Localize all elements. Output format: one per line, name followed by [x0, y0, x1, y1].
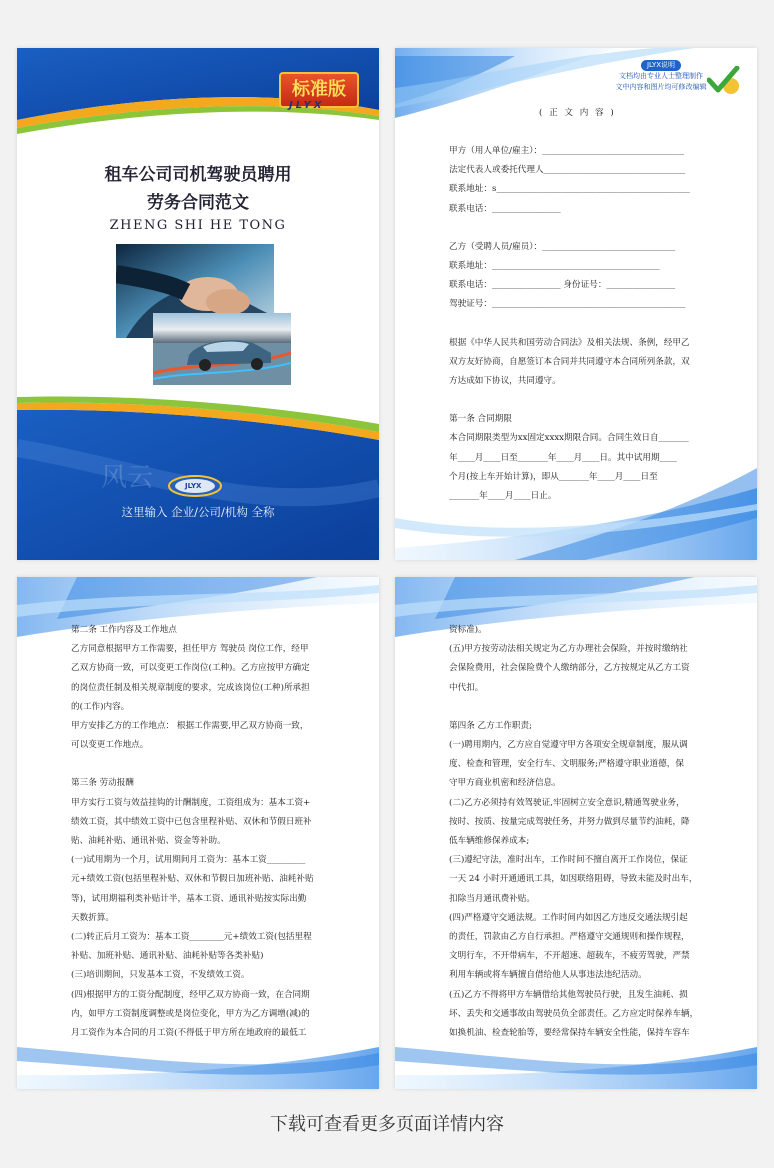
text-line: 联系电话：________________ 身份证号：________________	[449, 280, 676, 291]
text-line: 联系电话：________________	[449, 203, 561, 214]
text-line: 乙方（受聘人员/雇员）：_______________________________	[449, 241, 676, 252]
watermark-logo-icon	[97, 446, 227, 506]
text-line: (四)严格遵守交通法规。工作时间内如因乙方违反交通法规引起	[449, 912, 688, 923]
checkmark-icon	[707, 66, 741, 96]
cover-page	[17, 48, 379, 560]
text-line: 度、检查和管理，安全行车、文明服务;严格遵守职业道德，保	[449, 759, 684, 770]
text-line: 甲方（用人单位/雇主）：_________________________________	[449, 146, 684, 156]
text-line: _______年____月____日止。	[449, 491, 557, 502]
text-line: 一天 24 小时开通通讯工具，如因联络阻碍，导致未能及时出车，	[449, 874, 698, 885]
text-line: 的岗位责任制及相关规章制度的要求，完成该岗位(工种)所承担	[71, 682, 310, 693]
text-line: 方达成如下协议，共同遵守。	[449, 376, 561, 387]
text-line: 补贴、加班补贴、通讯补贴、油耗补贴等各类补贴)	[71, 951, 264, 962]
contract-page-2	[395, 48, 757, 560]
company-name-placeholder: 这里输入 企业/公司/机构 全称	[121, 505, 275, 519]
text-line: 月工资作为本合同的月工资(不得低于甲方所在地政府的最低工	[71, 1028, 307, 1039]
text-line: 利用车辆或将车辆擅自借给他人从事违法违纪活动。	[449, 970, 647, 981]
jlyx-note	[601, 60, 721, 93]
text-line: 个月(按上车开始计算)，即从_______年____月____日至	[449, 471, 658, 482]
text-line: (五)甲方按劳动法相关规定为乙方办理社会保险，并按时缴纳社	[449, 644, 688, 655]
text-line: 甲方安排乙方的工作地点： 根据工作需要,甲乙双方协商一致，	[71, 721, 309, 732]
text-line: 驾驶证号：_____________________________________________	[449, 299, 686, 310]
text-line: 年____月____日至_______年____月____日。其中试用期____	[449, 452, 677, 463]
jlyx-note-line1: 文档均由专业人士整理制作	[619, 72, 703, 80]
logo-text: JLYX	[185, 482, 202, 490]
text-line: (三)培训期间，只发基本工资，不发绩效工资。	[71, 970, 250, 981]
text-line: 第四条 乙方工作职责;	[449, 720, 532, 731]
blank-line	[449, 219, 690, 238]
contract-text	[449, 621, 698, 1043]
text-line: 守甲方商业机密和经济信息。	[449, 778, 561, 789]
cover-title-line1: 租车公司司机驾驶员聘用	[104, 165, 292, 185]
cover-title-line2: 劳务合同范文	[147, 193, 249, 213]
text-line: 双方友好协商，自愿签订本合同并共同遵守本合同所列条款，双	[449, 356, 690, 367]
text-line: 乙方同意根据甲方工作需要，担任甲方 驾驶员 岗位工作，经甲	[71, 644, 309, 655]
car-image	[153, 313, 291, 385]
text-line: (一)试用期为一个月，试用期间月工资为：基本工资_________	[71, 855, 306, 866]
contract-text	[71, 621, 314, 1043]
text-line: 法定代表人或委托代理人_________________________________	[449, 165, 686, 176]
text-line: 坏、丢失和交通事故由驾驶员负全部责任。乙方应定时保养车辆，	[449, 1008, 699, 1019]
text-line: 绩效工资，其中绩效工资中已包含里程补贴、双休和节假日班补	[71, 816, 312, 827]
text-line: 联系地址：s_____________________________________________	[449, 184, 690, 195]
text-line: (二)乙方必须持有效驾驶证,牢固树立安全意识,精通驾驶业务，	[449, 797, 685, 808]
edition-badge: 标准版	[279, 72, 359, 108]
brand-mark: JLYX	[289, 100, 325, 111]
text-line: 可以变更工作地点。	[71, 740, 149, 751]
svg-text:风云: 风云	[101, 463, 154, 493]
section-header: ( 正 文 内 容 )	[539, 108, 616, 118]
text-line: 扣除当月通讯费补贴。	[449, 893, 535, 904]
blank-line	[449, 315, 690, 334]
text-line: 会保险费用，社会保险费个人缴纳部分，乙方按规定从乙方工资	[449, 663, 690, 674]
text-line: 如换机油、检查轮胎等，要经常保持车辆安全性能，保持车容车	[449, 1028, 690, 1039]
cover-pinyin: ZHENG SHI HE TONG	[109, 218, 287, 233]
text-line: 第二条 工作内容及工作地点	[71, 625, 177, 635]
contract-page-4	[395, 577, 757, 1089]
blank-line	[449, 391, 690, 410]
text-line: 中代扣。	[449, 682, 484, 693]
text-line: 本合同期限类型为xx固定xxxx期限合同。合同生效日自_______	[449, 433, 689, 444]
text-line: 文明行车，不开带病车，不开超速、超载车，不疲劳驾驶，严禁	[449, 951, 690, 962]
text-line: 低车辆维修保养成本;	[449, 836, 530, 847]
text-line: (三)遵纪守法，准时出车，工作时间不擅自离开工作岗位，保证	[449, 855, 688, 866]
text-line: (四)根据甲方的工资分配制度，经甲乙双方协商一致，在合同期	[71, 989, 310, 1000]
text-line: 按时、按质、按量完成驾驶任务，并努力做到尽量节约油耗，降	[449, 816, 690, 827]
text-line: (二)转正后月工资为：基本工资________元+绩效工资(包括里程	[71, 932, 312, 943]
text-line: 等)，试用期福利类补贴计半，基本工资、通讯补贴按实际出勤	[71, 893, 307, 904]
text-line: 第三条 劳动报酬	[71, 778, 134, 789]
text-line: (五)乙方不得将甲方车辆借给其他驾驶员行驶，且发生油耗、损	[449, 989, 688, 1000]
text-line: 第一条 合同期限	[449, 414, 512, 425]
text-line: 的责任，罚款由乙方自行承担。严格遵守交通规则和操作规程，	[449, 932, 690, 943]
text-line: 元+绩效工资(包括里程补贴、双休和节假日加班补贴、油耗补贴	[71, 874, 314, 885]
text-line: 贴、油耗补贴、通讯补贴、资金等补助。	[71, 836, 226, 847]
text-line: 资标准)。	[449, 625, 487, 635]
contract-page-3	[17, 577, 379, 1089]
text-line: 联系地址：_______________________________________	[449, 261, 660, 272]
text-line: 根据《中华人民共和国劳动合同法》及相关法规、条例，经甲乙	[449, 337, 690, 348]
contract-text	[449, 142, 690, 506]
jlyx-note-label: JLYX说明	[641, 60, 681, 71]
text-line: 乙双方协商一致，可以变更工作岗位(工种)。乙方应按甲方确定	[71, 663, 310, 674]
text-line: (一)聘用期内，乙方应自觉遵守甲方各项安全规章制度，服从调	[449, 740, 688, 751]
blank-line	[449, 698, 698, 717]
text-line: 内，如甲方工资制度调整或是岗位变化，甲方为乙方调增(减)的	[71, 1008, 310, 1019]
jlyx-note-line2: 文中内容和图片均可修改编辑	[615, 83, 707, 91]
download-caption: 下载可查看更多页面详情内容	[270, 1114, 504, 1135]
text-line: 的(工作)内容。	[71, 701, 130, 712]
text-line: 天数折算。	[71, 912, 114, 923]
blank-line	[71, 755, 314, 774]
text-line: 甲方实行工资与效益挂钩的计酬制度，工资组成为：基本工资+	[71, 797, 311, 808]
